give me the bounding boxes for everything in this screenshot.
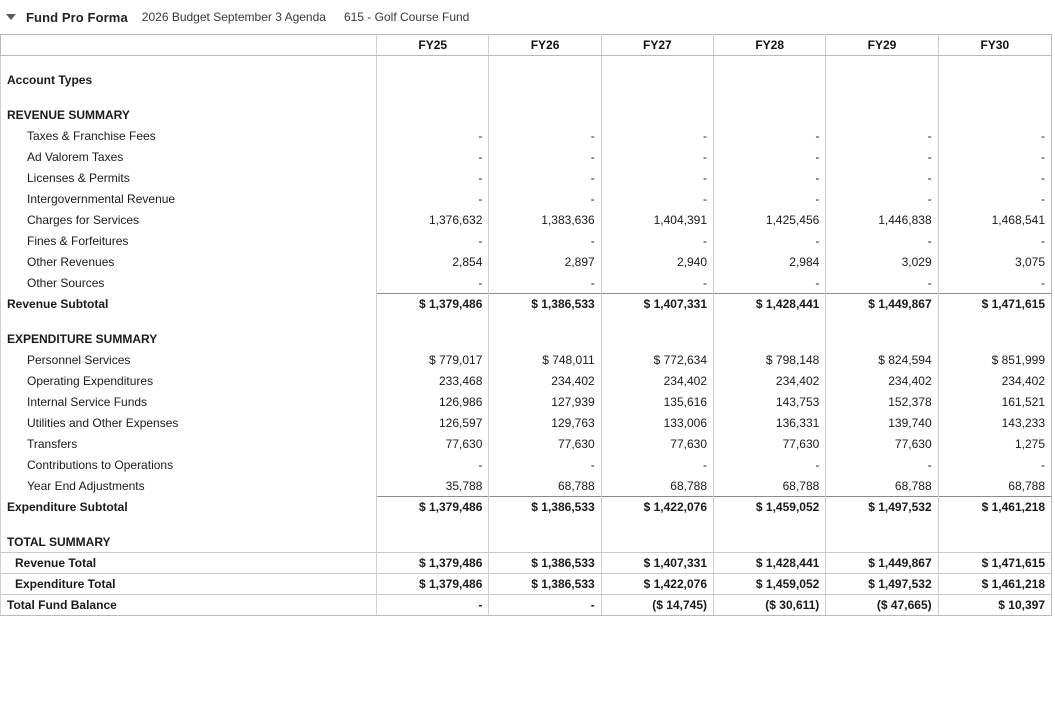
cell-fy26: -	[489, 189, 601, 210]
cell-fy27: -	[601, 189, 713, 210]
row-label: Year End Adjustments	[1, 476, 377, 497]
cell-fy30: -	[938, 189, 1051, 210]
cell-fy27: -	[601, 168, 713, 189]
budget-agenda-label: 2026 Budget September 3 Agenda	[141, 10, 326, 24]
pro-forma-table-container	[0, 34, 1055, 616]
cell-fy27: 2,940	[601, 252, 713, 273]
subtotal-row-expenditure	[1, 497, 1052, 518]
cell-fy28: -	[714, 189, 826, 210]
cell-fy25: -	[377, 595, 489, 616]
row-label: Other Revenues	[1, 252, 377, 273]
cell-fy25: 126,986	[377, 392, 489, 413]
cell-fy30: $ 1,461,218	[938, 497, 1051, 518]
total-label: Total Fund Balance	[1, 595, 377, 616]
cell-fy26: -	[489, 595, 601, 616]
section-title-revenue-summary: REVENUE SUMMARY	[1, 105, 377, 126]
cell-fy28: -	[714, 147, 826, 168]
cell-fy28: 77,630	[714, 434, 826, 455]
row-label: Other Sources	[1, 273, 377, 294]
cell-fy27: $ 1,407,331	[601, 553, 713, 574]
cell-fy25: $ 1,379,486	[377, 574, 489, 595]
subtotal-row-revenue	[1, 294, 1052, 315]
table-row	[1, 147, 1052, 168]
cell-fy27: 68,788	[601, 476, 713, 497]
column-header-corner	[1, 35, 377, 56]
row-label: Transfers	[1, 434, 377, 455]
cell-fy30: 161,521	[938, 392, 1051, 413]
cell-fy27: -	[601, 273, 713, 294]
column-header-fy29[interactable]: FY29	[826, 35, 938, 56]
cell-fy29: 3,029	[826, 252, 938, 273]
cell-fy28: 143,753	[714, 392, 826, 413]
fund-label: 615 - Golf Course Fund	[343, 10, 470, 24]
spacer-row	[1, 56, 1052, 70]
table-row	[1, 168, 1052, 189]
table-row	[1, 350, 1052, 371]
cell-fy25: 2,854	[377, 252, 489, 273]
cell-fy27: $ 1,422,076	[601, 497, 713, 518]
table-row	[1, 553, 1052, 574]
column-header-fy28[interactable]: FY28	[714, 35, 826, 56]
cell-fy26: -	[489, 231, 601, 252]
cell-fy30: -	[938, 126, 1051, 147]
section-title-row	[1, 105, 1052, 126]
row-label: Internal Service Funds	[1, 392, 377, 413]
cell-fy30: 143,233	[938, 413, 1051, 434]
cell-fy29: 68,788	[826, 476, 938, 497]
cell-fy29: 234,402	[826, 371, 938, 392]
cell-fy30: 1,468,541	[938, 210, 1051, 231]
cell-fy30: -	[938, 168, 1051, 189]
spacer-row	[1, 315, 1052, 329]
cell-fy27: -	[601, 231, 713, 252]
cell-fy25: $ 1,379,486	[377, 553, 489, 574]
fund-pro-forma-table	[0, 34, 1052, 616]
row-label: Charges for Services	[1, 210, 377, 231]
section-title-row	[1, 532, 1052, 553]
cell-fy27: $ 1,422,076	[601, 574, 713, 595]
column-header-fy30[interactable]: FY30	[938, 35, 1051, 56]
cell-fy26: 1,383,636	[489, 210, 601, 231]
cell-fy25: $ 779,017	[377, 350, 489, 371]
cell-fy26: 68,788	[489, 476, 601, 497]
cell-fy26: -	[489, 126, 601, 147]
cell-fy29: -	[826, 168, 938, 189]
cell-fy27: -	[601, 147, 713, 168]
cell-fy29: 1,446,838	[826, 210, 938, 231]
cell-fy25: 233,468	[377, 371, 489, 392]
cell-fy29: -	[826, 231, 938, 252]
cell-fy30: $ 1,471,615	[938, 294, 1051, 315]
column-header-fy25[interactable]: FY25	[377, 35, 489, 56]
caret-down-icon[interactable]	[6, 14, 16, 20]
cell-fy29: 77,630	[826, 434, 938, 455]
cell-fy25: -	[377, 231, 489, 252]
section-title-total-summary: TOTAL SUMMARY	[1, 532, 377, 553]
cell-fy29: ($ 47,665)	[826, 595, 938, 616]
cell-fy28: 68,788	[714, 476, 826, 497]
cell-fy27: 133,006	[601, 413, 713, 434]
cell-fy30: -	[938, 147, 1051, 168]
cell-fy29: -	[826, 455, 938, 476]
subtotal-label: Revenue Subtotal	[1, 294, 377, 315]
cell-fy25: 126,597	[377, 413, 489, 434]
cell-fy30: 234,402	[938, 371, 1051, 392]
cell-fy25: -	[377, 189, 489, 210]
cell-fy27: 234,402	[601, 371, 713, 392]
total-row-fund-balance	[1, 595, 1052, 616]
column-header-fy27[interactable]: FY27	[601, 35, 713, 56]
cell-fy29: -	[826, 273, 938, 294]
cell-fy29: 139,740	[826, 413, 938, 434]
cell-fy25: 35,788	[377, 476, 489, 497]
cell-fy28: $ 1,459,052	[714, 574, 826, 595]
cell-fy29: -	[826, 147, 938, 168]
cell-fy30: $ 851,999	[938, 350, 1051, 371]
section-title-expenditure-summary: EXPENDITURE SUMMARY	[1, 329, 377, 350]
cell-fy26: $ 1,386,533	[489, 553, 601, 574]
cell-fy28: 234,402	[714, 371, 826, 392]
cell-fy29: $ 824,594	[826, 350, 938, 371]
cell-fy26: -	[489, 168, 601, 189]
cell-fy26: $ 1,386,533	[489, 574, 601, 595]
cell-fy25: -	[377, 273, 489, 294]
column-header-fy26[interactable]: FY26	[489, 35, 601, 56]
cell-fy25: 77,630	[377, 434, 489, 455]
cell-fy26: $ 1,386,533	[489, 294, 601, 315]
table-row	[1, 476, 1052, 497]
cell-fy30: $ 10,397	[938, 595, 1051, 616]
cell-fy29: $ 1,497,532	[826, 497, 938, 518]
cell-fy29: 152,378	[826, 392, 938, 413]
row-label: Utilities and Other Expenses	[1, 413, 377, 434]
cell-fy26: 77,630	[489, 434, 601, 455]
cell-fy30: 1,275	[938, 434, 1051, 455]
cell-fy26: -	[489, 455, 601, 476]
row-label: Taxes & Franchise Fees	[1, 126, 377, 147]
cell-fy30: 3,075	[938, 252, 1051, 273]
cell-fy28: $ 1,428,441	[714, 294, 826, 315]
row-label: Fines & Forfeitures	[1, 231, 377, 252]
table-row	[1, 273, 1052, 294]
cell-fy27: 77,630	[601, 434, 713, 455]
cell-fy28: 136,331	[714, 413, 826, 434]
cell-fy27: ($ 14,745)	[601, 595, 713, 616]
cell-fy29: $ 1,449,867	[826, 553, 938, 574]
row-label: Intergovernmental Revenue	[1, 189, 377, 210]
cell-fy27: -	[601, 455, 713, 476]
spacer-row	[1, 91, 1052, 105]
row-label: Revenue Total	[1, 553, 377, 574]
table-row	[1, 189, 1052, 210]
cell-fy25: $ 1,379,486	[377, 497, 489, 518]
cell-fy26: 234,402	[489, 371, 601, 392]
cell-fy26: 129,763	[489, 413, 601, 434]
cell-fy28: -	[714, 126, 826, 147]
table-row	[1, 392, 1052, 413]
cell-fy27: 135,616	[601, 392, 713, 413]
section-title-account-types: Account Types	[1, 70, 377, 91]
cell-fy28: $ 1,428,441	[714, 553, 826, 574]
cell-fy28: ($ 30,611)	[714, 595, 826, 616]
cell-fy29: $ 1,449,867	[826, 294, 938, 315]
cell-fy28: -	[714, 231, 826, 252]
row-label: Licenses & Permits	[1, 168, 377, 189]
table-row	[1, 574, 1052, 595]
row-label: Contributions to Operations	[1, 455, 377, 476]
subtotal-label: Expenditure Subtotal	[1, 497, 377, 518]
section-title-row	[1, 70, 1052, 91]
cell-fy25: -	[377, 455, 489, 476]
cell-fy30: $ 1,461,218	[938, 574, 1051, 595]
cell-fy26: -	[489, 147, 601, 168]
cell-fy26: 2,897	[489, 252, 601, 273]
cell-fy27: 1,404,391	[601, 210, 713, 231]
row-label: Personnel Services	[1, 350, 377, 371]
cell-fy30: $ 1,471,615	[938, 553, 1051, 574]
fund-pro-forma-header	[0, 0, 1055, 34]
cell-fy25: -	[377, 126, 489, 147]
cell-fy29: -	[826, 126, 938, 147]
cell-fy28: -	[714, 273, 826, 294]
table-body	[1, 56, 1052, 616]
cell-fy29: -	[826, 189, 938, 210]
cell-fy27: -	[601, 126, 713, 147]
cell-fy30: -	[938, 273, 1051, 294]
cell-fy30: -	[938, 455, 1051, 476]
table-row	[1, 371, 1052, 392]
cell-fy28: -	[714, 168, 826, 189]
table-row	[1, 434, 1052, 455]
cell-fy28: -	[714, 455, 826, 476]
table-row	[1, 413, 1052, 434]
section-title-row	[1, 329, 1052, 350]
table-row	[1, 210, 1052, 231]
cell-fy28: $ 798,148	[714, 350, 826, 371]
row-label: Operating Expenditures	[1, 371, 377, 392]
table-row	[1, 126, 1052, 147]
cell-fy26: 127,939	[489, 392, 601, 413]
cell-fy30: -	[938, 231, 1051, 252]
table-header-row	[1, 35, 1052, 56]
row-label: Expenditure Total	[1, 574, 377, 595]
cell-fy28: 2,984	[714, 252, 826, 273]
cell-fy27: $ 772,634	[601, 350, 713, 371]
cell-fy28: 1,425,456	[714, 210, 826, 231]
table-header	[1, 35, 1052, 56]
table-row	[1, 252, 1052, 273]
cell-fy28: $ 1,459,052	[714, 497, 826, 518]
page-title: Fund Pro Forma	[26, 9, 128, 25]
table-row	[1, 231, 1052, 252]
cell-fy27: $ 1,407,331	[601, 294, 713, 315]
cell-fy25: 1,376,632	[377, 210, 489, 231]
cell-fy25: -	[377, 168, 489, 189]
cell-fy26: -	[489, 273, 601, 294]
cell-fy30: 68,788	[938, 476, 1051, 497]
cell-fy26: $ 1,386,533	[489, 497, 601, 518]
cell-fy25: -	[377, 147, 489, 168]
cell-fy25: $ 1,379,486	[377, 294, 489, 315]
row-label: Ad Valorem Taxes	[1, 147, 377, 168]
table-row	[1, 455, 1052, 476]
cell-fy26: $ 748,011	[489, 350, 601, 371]
cell-fy29: $ 1,497,532	[826, 574, 938, 595]
spacer-row	[1, 518, 1052, 532]
